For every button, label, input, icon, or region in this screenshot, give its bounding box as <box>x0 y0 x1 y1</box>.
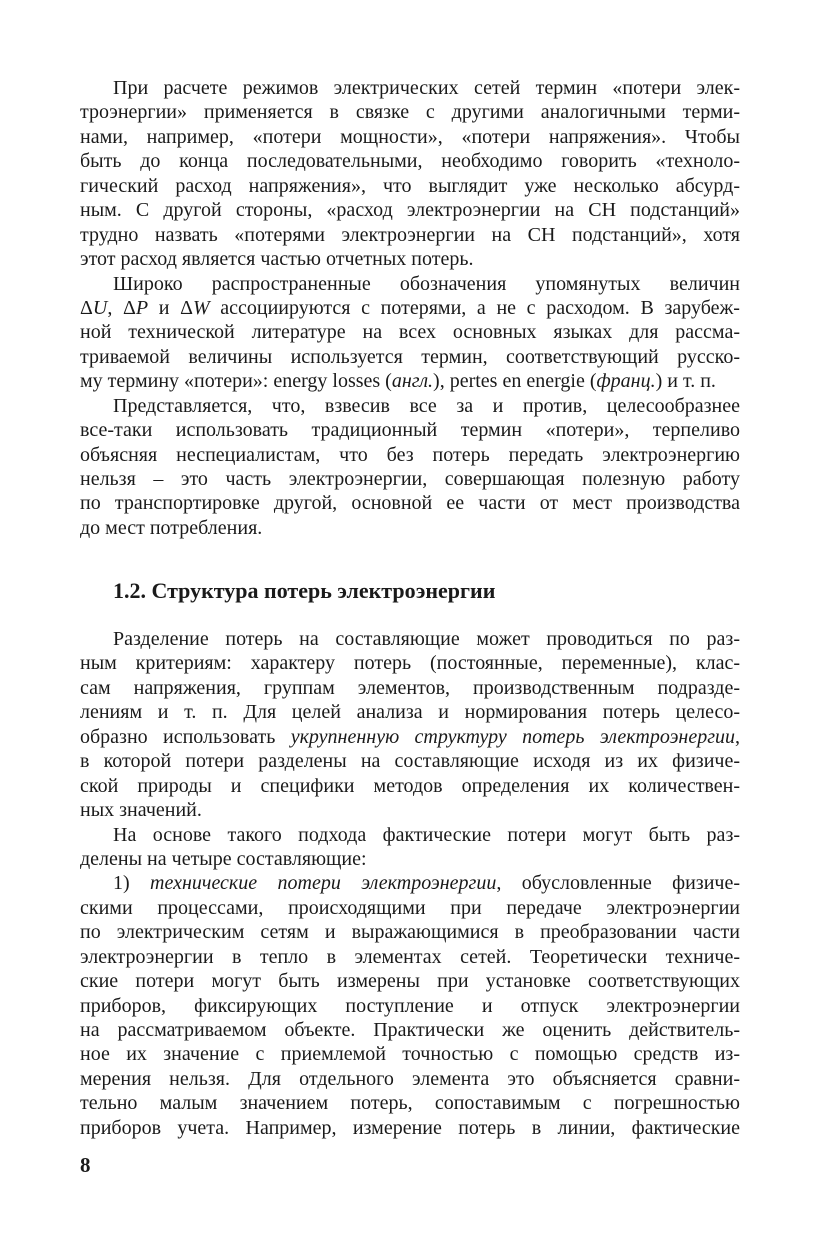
text-run: по транспортировке другой, основной ее части от мест производства <box>80 492 740 515</box>
italic-text: P <box>135 296 149 319</box>
text-line <box>80 1116 740 1140</box>
text-line <box>80 418 740 442</box>
text-run: Разделение потерь на составляющие может проводиться по раз- <box>113 628 740 650</box>
text-line <box>80 945 740 969</box>
text-run: приборов учета. Например, измерение потерь в линии, фактические <box>80 1116 740 1139</box>
text-run: Представляется, что, взвесив все за и против, целесообразнее <box>113 394 740 417</box>
text-run: этот расход является частью отчетных потерь. <box>80 248 474 271</box>
italic-text: U <box>92 296 108 319</box>
text-line <box>80 369 740 393</box>
text-run: на рассматриваемом объекте. Практически же оценить действитель- <box>80 1019 740 1041</box>
text-run: и Δ <box>148 296 193 319</box>
text-line <box>80 516 740 540</box>
text-run: скими процессами, происходящими при передаче электроэнергии <box>80 896 740 919</box>
text-run: быть до конца последовательными, необходимо говорить «техноло- <box>80 150 740 173</box>
text-line <box>80 700 740 724</box>
text-run: электроэнергии в тепло в элементах сетей. Теоретически техниче- <box>80 945 740 968</box>
text-run: , обусловленные физиче- <box>496 872 741 895</box>
text-run: в которой потери разделены на составляющие исходя из их физиче- <box>80 750 740 773</box>
text-run: ное их значение с приемлемой точностью с помощью средств из- <box>80 1043 740 1066</box>
text-run: ассоциируются с потерями, а не с расходом. В зарубеж- <box>209 296 740 319</box>
italic-text: W <box>192 296 210 319</box>
text-line <box>80 1091 740 1115</box>
text-line <box>80 627 740 651</box>
text-run: по электрическим сетям и выражающимися в преобразовании части <box>80 921 740 944</box>
text-run: На основе такого подхода фактические потери могут быть раз- <box>113 823 740 846</box>
text-run: ские потери могут быть измерены при установке соответствующих <box>80 970 740 993</box>
text-line <box>80 798 740 822</box>
text-line <box>80 125 740 149</box>
text-line <box>80 994 740 1018</box>
italic-text: технические потери электроэнергии <box>150 872 497 895</box>
text-run: триваемой величины используется термин, соответствующий русско- <box>80 345 740 368</box>
text-run: 1) <box>113 872 151 895</box>
text-run: нами, например, «потери мощности», «потери напряжения». Чтобы <box>80 125 740 148</box>
text-run: ), pertes en energie ( <box>433 370 597 393</box>
text-line <box>80 272 740 296</box>
text-run: сам напряжения, группам элементов, производственным подразде- <box>80 676 740 699</box>
text-run: троэнергии» применяется в связке с другими аналогичными терми- <box>80 101 740 124</box>
text-line <box>80 149 740 173</box>
text-line <box>80 823 740 847</box>
text-line <box>80 320 740 344</box>
text-line <box>80 847 740 871</box>
text-run: ных значений. <box>80 799 202 822</box>
text-line <box>80 174 740 198</box>
text-line <box>80 969 740 993</box>
text-run: объясняя неспециалистам, что без потерь передать электроэнергию <box>80 443 740 466</box>
text-line <box>80 725 740 749</box>
text-run: гический расход напряжения», что выглядит уже несколько абсурд- <box>80 174 740 197</box>
text-run: Широко распространенные обозначения упомянутых величин <box>113 272 740 295</box>
text-line <box>80 247 740 271</box>
text-line <box>80 491 740 515</box>
text-line <box>80 871 740 895</box>
text-line <box>80 76 740 100</box>
text-run: ным критериям: характеру потерь (постоянные, переменные), клас- <box>80 652 740 675</box>
text-line <box>80 651 740 675</box>
text-run: нельзя – это часть электроэнергии, совершающая полезную работу <box>80 468 740 490</box>
italic-text: укрупненную структуру потерь электроэнергии <box>290 725 735 748</box>
text-line <box>80 394 740 418</box>
text-line <box>80 676 740 700</box>
italic-text: англ. <box>391 370 434 393</box>
text-line <box>80 749 740 773</box>
text-run: трудно назвать «потерями электроэнергии на СН подстанций», хотя <box>80 223 740 246</box>
text-run: до мест потребления. <box>80 516 263 539</box>
page-number: 8 <box>80 1153 91 1177</box>
text-run: лениям и т. п. Для целей анализа и нормирования потерь целесо- <box>80 701 740 724</box>
text-line <box>80 920 740 944</box>
text-run: все-таки использовать традиционный термин «потери», терпеливо <box>80 419 740 442</box>
text-line <box>80 198 740 222</box>
text-line <box>80 100 740 124</box>
text-run: приборов, фиксирующих поступление и отпуск электроэнергии <box>80 994 740 1017</box>
text-run: При расчете режимов электрических сетей термин «потери элек- <box>113 77 740 99</box>
section-heading: 1.2. Структура потерь электроэнергии <box>113 578 496 603</box>
text-run: делены на четыре составляющие: <box>80 847 367 870</box>
text-line <box>80 774 740 798</box>
text-run: ской природы и специфики методов определения их количествен- <box>80 774 740 797</box>
text-run: тельно малым значением потерь, сопоставимым с погрешностью <box>80 1092 740 1115</box>
text-block-before-heading <box>80 76 740 540</box>
text-run: , <box>735 725 740 748</box>
text-line <box>80 223 740 247</box>
text-line <box>80 1042 740 1066</box>
text-run: ным. С другой стороны, «расход электроэнергии на СН подстанций» <box>80 199 740 222</box>
text-run: му термину «потери»: energy losses ( <box>80 370 392 393</box>
text-run: мерения нельзя. Для отдельного элемента это объясняется сравни- <box>80 1067 740 1090</box>
text-block-after-heading <box>80 627 740 1140</box>
text-line <box>80 467 740 491</box>
text-line <box>80 1067 740 1091</box>
italic-text: франц. <box>596 370 656 393</box>
text-line <box>80 345 740 369</box>
text-run: ной технической литературе на всех основных языках для рассма- <box>80 321 740 344</box>
text-run: образно использовать <box>80 725 291 748</box>
text-run: ) и т. п. <box>655 370 716 393</box>
text-line <box>80 1018 740 1042</box>
text-line <box>80 443 740 467</box>
text-run: , Δ <box>107 296 136 319</box>
text-line <box>80 896 740 920</box>
text-run: Δ <box>80 296 93 319</box>
text-line <box>80 296 740 320</box>
